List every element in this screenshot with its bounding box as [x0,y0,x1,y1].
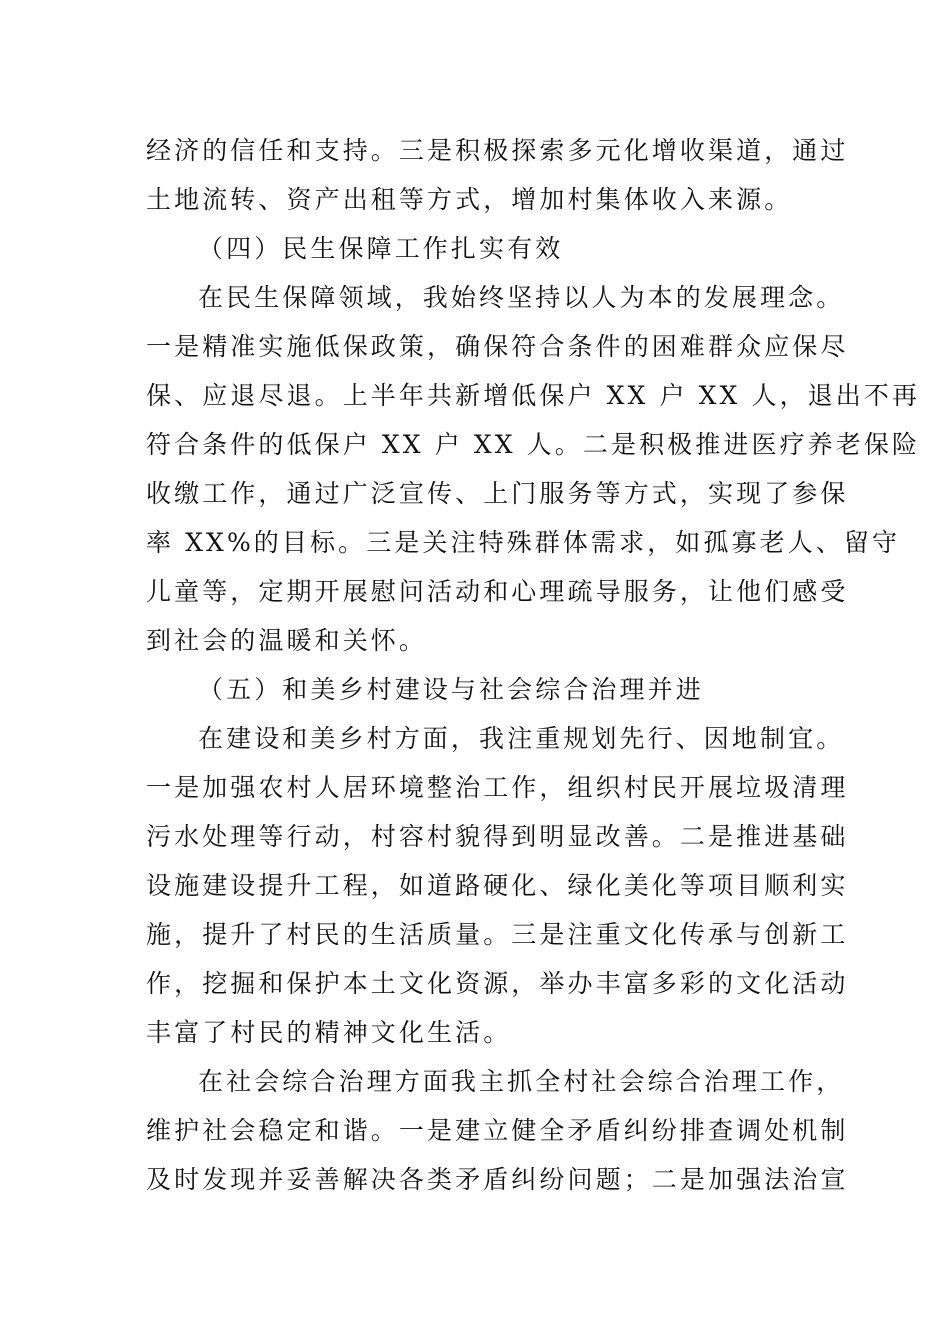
paragraph-line: 及时发现并妥善解决各类矛盾纠纷问题；二是加强法治宣 [146,1165,849,1194]
paragraph-first-line: 在建设和美乡村方面，我注重规划先行、因地制宜。 [198,724,845,753]
paragraph-line: 作，挖掘和保护本土文化资源，举办丰富多彩的文化活动 [146,969,849,998]
section-heading-five: （五）和美乡村建设与社会综合治理并进 [198,675,704,704]
paragraph-line: 经济的信任和支持。三是积极探索多元化增收渠道，通过 [146,136,849,165]
paragraph-line: 土地流转、资产出租等方式，增加村集体收入来源。 [146,185,793,214]
paragraph-line: 设施建设提升工程，如道路硬化、绿化美化等项目顺利实 [146,871,849,900]
paragraph-line: 收缴工作，通过广泛宣传、上门服务等方式，实现了参保 [146,479,849,508]
section-heading-four: （四）民生保障工作扎实有效 [198,234,564,263]
paragraph-first-line: 在社会综合治理方面我主抓全村社会综合治理工作， [198,1067,845,1096]
paragraph-line: 符合条件的低保户 XX 户 XX 人。二是积极推进医疗养老保险 [146,430,921,459]
paragraph-line: 污水处理等行动，村容村貌得到明显改善。二是推进基础 [146,822,849,851]
paragraph-first-line: 在民生保障领域，我始终坚持以人为本的发展理念。 [198,283,845,312]
paragraph-line: 施，提升了村民的生活质量。三是注重文化传承与创新工 [146,920,849,949]
paragraph-line: 一是精准实施低保政策，确保符合条件的困难群众应保尽 [146,332,849,361]
paragraph-line: 一是加强农村人居环境整治工作，组织村民开展垃圾清理 [146,773,849,802]
paragraph-line: 维护社会稳定和谐。一是建立健全矛盾纠纷排查调处机制 [146,1116,849,1145]
paragraph-line: 儿童等，定期开展慰问活动和心理疏导服务，让他们感受 [146,577,849,606]
document-body [146,126,921,1204]
paragraph-line: 到社会的温暖和关怀。 [146,626,428,655]
paragraph-line: 丰富了村民的精神文化生活。 [146,1018,512,1047]
paragraph-line: 率 XX%的目标。三是关注特殊群体需求，如孤寡老人、留守 [146,528,901,557]
paragraph-line: 保、应退尽退。上半年共新增低保户 XX 户 XX 人，退出不再 [146,381,921,410]
